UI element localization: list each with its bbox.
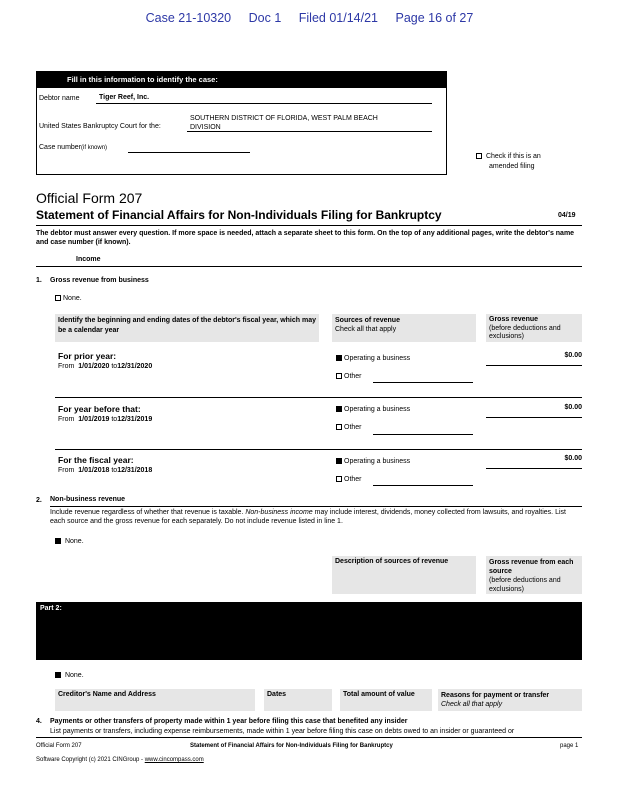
unchecked-box-icon[interactable] xyxy=(336,424,342,430)
revenue-amount: $0.00 xyxy=(486,455,582,469)
period-dates: From 1/01/2019 to12/31/2019 xyxy=(58,416,153,423)
case-number-header: Case 21-10320 xyxy=(145,11,232,25)
form-instructions: The debtor must answer every question. If more space is needed, attach a separate sheet to this form. On the top of any additional pages, write the debtor's name and case number (if known). xyxy=(36,230,575,246)
q4-description: List payments or transfers, including expense reimbursements, made within 1 year before filing this case on debts owed to an insider or guaranteed or xyxy=(50,728,515,735)
q3-none-option[interactable] xyxy=(55,672,84,679)
part2-label: Part 2: xyxy=(40,605,62,612)
source-other-label: Other xyxy=(344,424,362,431)
source-label: Operating a business xyxy=(344,458,411,465)
q1-none-label: None. xyxy=(63,295,82,302)
fiscal-period-row xyxy=(0,453,619,495)
row-divider xyxy=(55,449,582,450)
form-title: Statement of Financial Affairs for Non-Individuals Filing for Bankruptcy xyxy=(36,208,442,222)
q2-col-revenue-header xyxy=(486,556,582,594)
source-other-option[interactable] xyxy=(336,476,362,483)
doc-number-header: Doc 1 xyxy=(248,11,282,25)
part2-bar xyxy=(36,602,582,660)
checked-box-icon[interactable] xyxy=(336,406,342,412)
q3-col-creditor-header: Creditor's Name and Address xyxy=(55,689,255,711)
part1-title: Income xyxy=(36,256,582,267)
court-value-line-1: SOUTHERN DISTRICT OF FLORIDA, WEST PALM BEACH xyxy=(190,115,378,122)
source-other-option[interactable] xyxy=(336,424,362,431)
q2-none-label: None. xyxy=(64,538,84,545)
q1-none-option[interactable] xyxy=(55,295,82,302)
period-dates: From 1/01/2020 to12/31/2020 xyxy=(58,363,153,370)
amended-label-1: Check if this is an xyxy=(485,153,541,160)
footer-form-number: Official Form 207 xyxy=(36,743,82,749)
case-number-label-text: Case number xyxy=(39,144,82,151)
q2-number: 2. xyxy=(36,497,42,504)
q3-col-dates-header: Dates xyxy=(264,689,332,711)
amended-label-2: amended filing xyxy=(489,163,535,170)
q1-col-dates-header: Identify the beginning and ending dates of the debtor's fiscal year, which may be a calendar year xyxy=(55,314,319,342)
source-other-label: Other xyxy=(344,476,362,483)
period-label: For prior year: xyxy=(58,351,117,361)
debtor-name-field[interactable] xyxy=(96,93,432,104)
q1-revenue-sub: (before deductions and exclusions) xyxy=(489,324,561,340)
copyright-link[interactable]: www.cincompass.com xyxy=(144,757,204,763)
q2-revenue-title: Gross revenue from each source xyxy=(489,559,574,575)
case-number-label xyxy=(39,144,107,151)
source-other-field[interactable] xyxy=(373,476,473,486)
source-operating-option[interactable] xyxy=(336,406,410,413)
source-label: Operating a business xyxy=(344,406,411,413)
source-label: Operating a business xyxy=(344,355,411,362)
q2-none-option[interactable] xyxy=(55,538,84,545)
unchecked-box-icon[interactable] xyxy=(336,476,342,482)
id-box-title: Fill in this information to identify the case: xyxy=(37,72,446,88)
court-value-line-2: DIVISION xyxy=(190,124,221,131)
q2-title: Non-business revenue xyxy=(50,496,582,507)
q3-reasons-sub: Check all that apply xyxy=(441,701,503,708)
footer-form-title: Statement of Financial Affairs for Non-Individuals Filing for Bankruptcy xyxy=(190,743,393,749)
court-label: United States Bankruptcy Court for the: xyxy=(39,123,161,130)
q1-none-checkbox[interactable] xyxy=(55,295,61,301)
source-other-field[interactable] xyxy=(373,425,473,435)
source-other-label: Other xyxy=(344,373,362,380)
debtor-name-value: Tiger Reef, Inc. xyxy=(99,94,150,101)
q3-none-label: None. xyxy=(64,672,84,679)
period-dates: From 1/01/2018 to12/31/2018 xyxy=(58,467,153,474)
q1-number: 1. xyxy=(36,277,42,284)
q2-revenue-sub: (before deductions and exclusions) xyxy=(489,577,561,593)
case-number-field[interactable] xyxy=(128,142,250,153)
period-label: For year before that: xyxy=(58,404,141,414)
source-operating-option[interactable] xyxy=(336,458,410,465)
footer-divider xyxy=(36,737,582,738)
q1-col-revenue-header xyxy=(486,314,582,342)
court-field[interactable] xyxy=(187,113,432,132)
q1-sources-title: Sources of revenue xyxy=(335,317,400,324)
unchecked-box-icon[interactable] xyxy=(336,373,342,379)
checked-box-icon[interactable] xyxy=(336,355,342,361)
row-divider xyxy=(55,397,582,398)
q1-revenue-title: Gross revenue xyxy=(489,316,539,323)
q1-col-sources-header xyxy=(332,314,476,342)
form-version: 04/19 xyxy=(558,212,576,219)
source-other-option[interactable] xyxy=(336,373,362,380)
footer-copyright: Software Copyright (c) 2021 CINGroup - www.cincompass.com xyxy=(36,757,204,763)
source-operating-option[interactable] xyxy=(336,355,410,362)
amended-filing-checkbox[interactable] xyxy=(476,152,541,172)
case-header xyxy=(0,11,619,25)
q3-none-checkbox[interactable] xyxy=(55,672,61,678)
fiscal-period-row xyxy=(0,401,619,453)
title-divider xyxy=(36,225,582,226)
source-other-field[interactable] xyxy=(373,373,473,383)
footer-page-number: page 1 xyxy=(560,743,579,749)
amended-checkbox-icon[interactable] xyxy=(476,153,482,159)
fiscal-period-row xyxy=(0,350,619,402)
q4-number: 4. xyxy=(36,718,42,725)
case-number-label-note: (if known) xyxy=(81,145,108,151)
q2-description: Include revenue regardless of whether that revenue is taxable. Non-business income may include interest, dividends, money collected from lawsuits, and royalties. List each source and the gross revenue for each separately. Do not include revenue listed in line 1. xyxy=(50,509,566,525)
filed-date-header: Filed 01/14/21 xyxy=(298,11,378,25)
q2-col-description-header: Description of sources of revenue xyxy=(332,556,476,594)
debtor-name-label: Debtor name xyxy=(39,95,80,102)
form-number: Official Form 207 xyxy=(36,190,143,206)
q1-title: Gross revenue from business xyxy=(50,277,149,284)
q3-reasons-title: Reasons for payment or transfer xyxy=(441,692,550,699)
q3-col-amount-header: Total amount of value xyxy=(340,689,432,711)
q1-sources-sub: Check all that apply xyxy=(335,326,397,333)
page-count-header: Page 16 of 27 xyxy=(395,11,474,25)
q3-col-reasons-header xyxy=(438,689,582,711)
q2-none-checkbox[interactable] xyxy=(55,538,61,544)
period-label: For the fiscal year: xyxy=(58,455,134,465)
checked-box-icon[interactable] xyxy=(336,458,342,464)
revenue-amount: $0.00 xyxy=(486,352,582,366)
q4-title: Payments or other transfers of property made within 1 year before filing this case that benefited any insider xyxy=(50,718,408,725)
revenue-amount: $0.00 xyxy=(486,404,582,418)
